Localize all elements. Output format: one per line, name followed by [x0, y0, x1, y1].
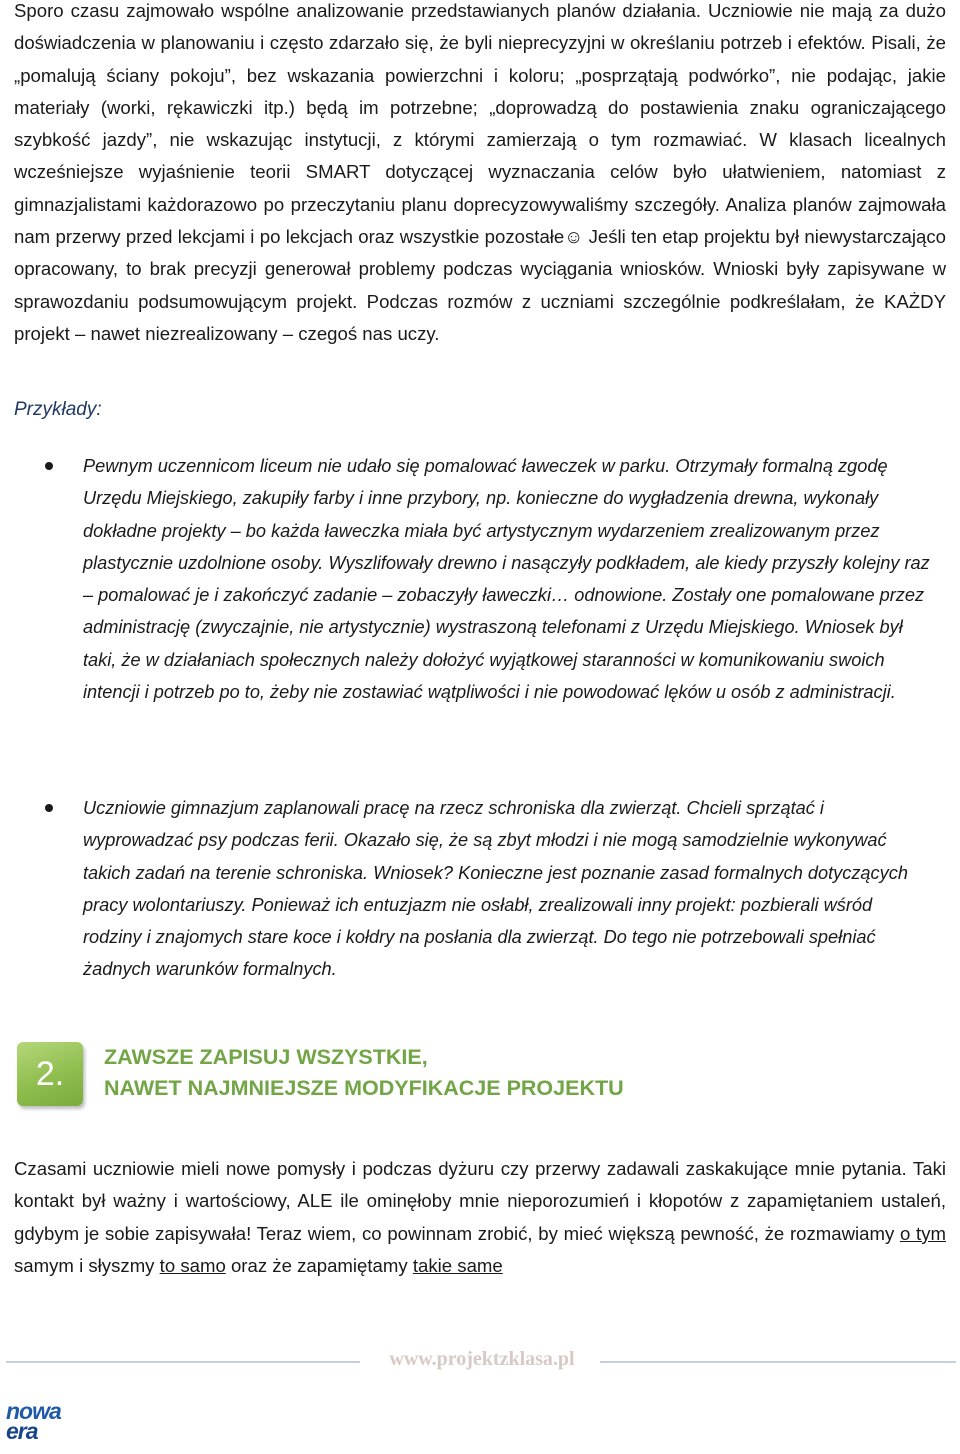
- footer-website-link[interactable]: www.projektzklasa.pl: [389, 1348, 575, 1370]
- underlined-text: takie same: [412, 1254, 503, 1276]
- underlined-text: o tym: [900, 1222, 946, 1244]
- example-text: Uczniowie gimnazjum zaplanowali pracę na rzecz schroniska dla zwierząt. Chcieli sprzątać i wyprowadzać psy podczas ferii. Okazało się, że są zbyt młodzi i nie mogą samodzielnie wykonywać takich zadań na terenie schroniska. Wniosek? Konieczne jest poznanie zasad formalnych dotyczących pracy wolontariuszy. Ponieważ ich entuzjazm nie osłabł, zrealizowali inny projekt: pozbierali wśród rodziny i znajomych stare koce i kołdry na posłania dla zwierząt. Do tego nie potrzebowali spełniać żadnych warunków formalnych.: [83, 798, 908, 980]
- logo-text-bottom: era: [6, 1418, 38, 1444]
- paragraph-text: samym i słyszmy: [14, 1254, 160, 1276]
- publisher-logo: [6, 1398, 66, 1448]
- footer-divider-left: [6, 1361, 360, 1363]
- paragraph-text: oraz że zapamiętamy: [225, 1254, 413, 1276]
- section-title-line2: NAWET NAJMNIEJSZE MODYFIKACJE PROJEKTU: [104, 1076, 624, 1100]
- step-number-badge: 2.: [17, 1042, 83, 1106]
- list-item: [83, 792, 933, 986]
- example-text: Pewnym uczennicom liceum nie udało się pomalować ławeczek w parku. Otrzymały formalną zgodę Urzędu Miejskiego, zakupiły farby i inne przybory, np. konieczne do wygładzenia drewna, wykonały dokładne projekty – bo każda ławeczka miała być artystycznym wydarzeniem zrealizowanym przez plastycznie uzdolnione osoby. Wyszlifowały drewno i nasączyły podkładem, ale kiedy przyszły kolejny raz – pomalować je i zakończyć zadanie – zobaczyły ławeczki… odnowione. Zostały one pomalowane przez administrację (zwyczajnie, nie artystycznie) wystraszoną telefonami z Urzędu Miejskiego. Wniosek był taki, że w działaniach społecznych należy dołożyć wyjątkowej staranności w komunikowaniu swoich intencji i potrzeb po to, żeby nie zostawiać wątpliwości i nie powodować lęków u osób z administracji.: [83, 456, 930, 703]
- paragraph-plans-analysis: [14, 0, 946, 350]
- paragraph-text: Czasami uczniowie mieli nowe pomysły i podczas dyżuru czy przerwy zadawali zaskakujące mnie pytania. Taki kontakt był ważny i wartościowy, ALE ile ominęłoby mnie nieporozumień i kłopotów z zapamiętaniem ustaleń, gdybym je sobie zapisywała! Teraz wiem, co powinnam zrobić, by mieć większą pewność, że rozmawiamy: [14, 1158, 946, 1244]
- paragraph-notes: [14, 1153, 946, 1282]
- bullet-icon: [45, 462, 53, 470]
- paragraph-text-continued: Jeśli ten etap projektu był niewystarczająco opracowany, to brak precyzji generował problemy podczas wyciągania wniosków. Wnioski były zapisywane w sprawozdaniu podsumowującym projekt. Podczas rozmów z uczniami szczególnie podkreślałam, że KAŻDY projekt – nawet niezrealizowany – czegoś nas uczy.: [14, 226, 946, 344]
- smiley-icon: ☺: [564, 226, 584, 248]
- paragraph-text: Sporo czasu zajmowało wspólne analizowanie przedstawianych planów działania. Uczniowie nie mają za dużo doświadczenia w planowaniu i często zdarzało się, że byli nieprecyzyjni w określaniu potrzeb i efektów. Pisali, że „pomalują ściany pokoju”, bez wskazania powierzchni i koloru; „posprzątają podwórko”, nie podając, jakie materiały (worki, rękawiczki itp.) będą im potrzebne; „doprowadzą do postawienia znaku ograniczającego szybkość jazdy”, nie wskazując instytucji, z którymi zamierzają o tym rozmawiać. W klasach licealnych wcześniejsze wyjaśnienie teorii SMART dotyczącej wyznaczania celów było ułatwieniem, natomiast z gimnazjalistami każdorazowo po przeczytaniu planu doprecyzowywaliśmy szczegóły. Analiza planów zajmowała nam przerwy przed lekcjami i po lekcjach oraz wszystkie pozostałe: [14, 0, 946, 248]
- section-title-line1: ZAWSZE ZAPISUJ WSZYSTKIE,: [104, 1045, 428, 1069]
- bullet-icon: [45, 804, 53, 812]
- list-item: [83, 450, 933, 708]
- underlined-text: to samo: [159, 1254, 226, 1276]
- examples-heading: Przykłady:: [14, 399, 102, 420]
- footer-divider-right: [600, 1361, 956, 1363]
- logo-text-top: nowa: [6, 1398, 61, 1424]
